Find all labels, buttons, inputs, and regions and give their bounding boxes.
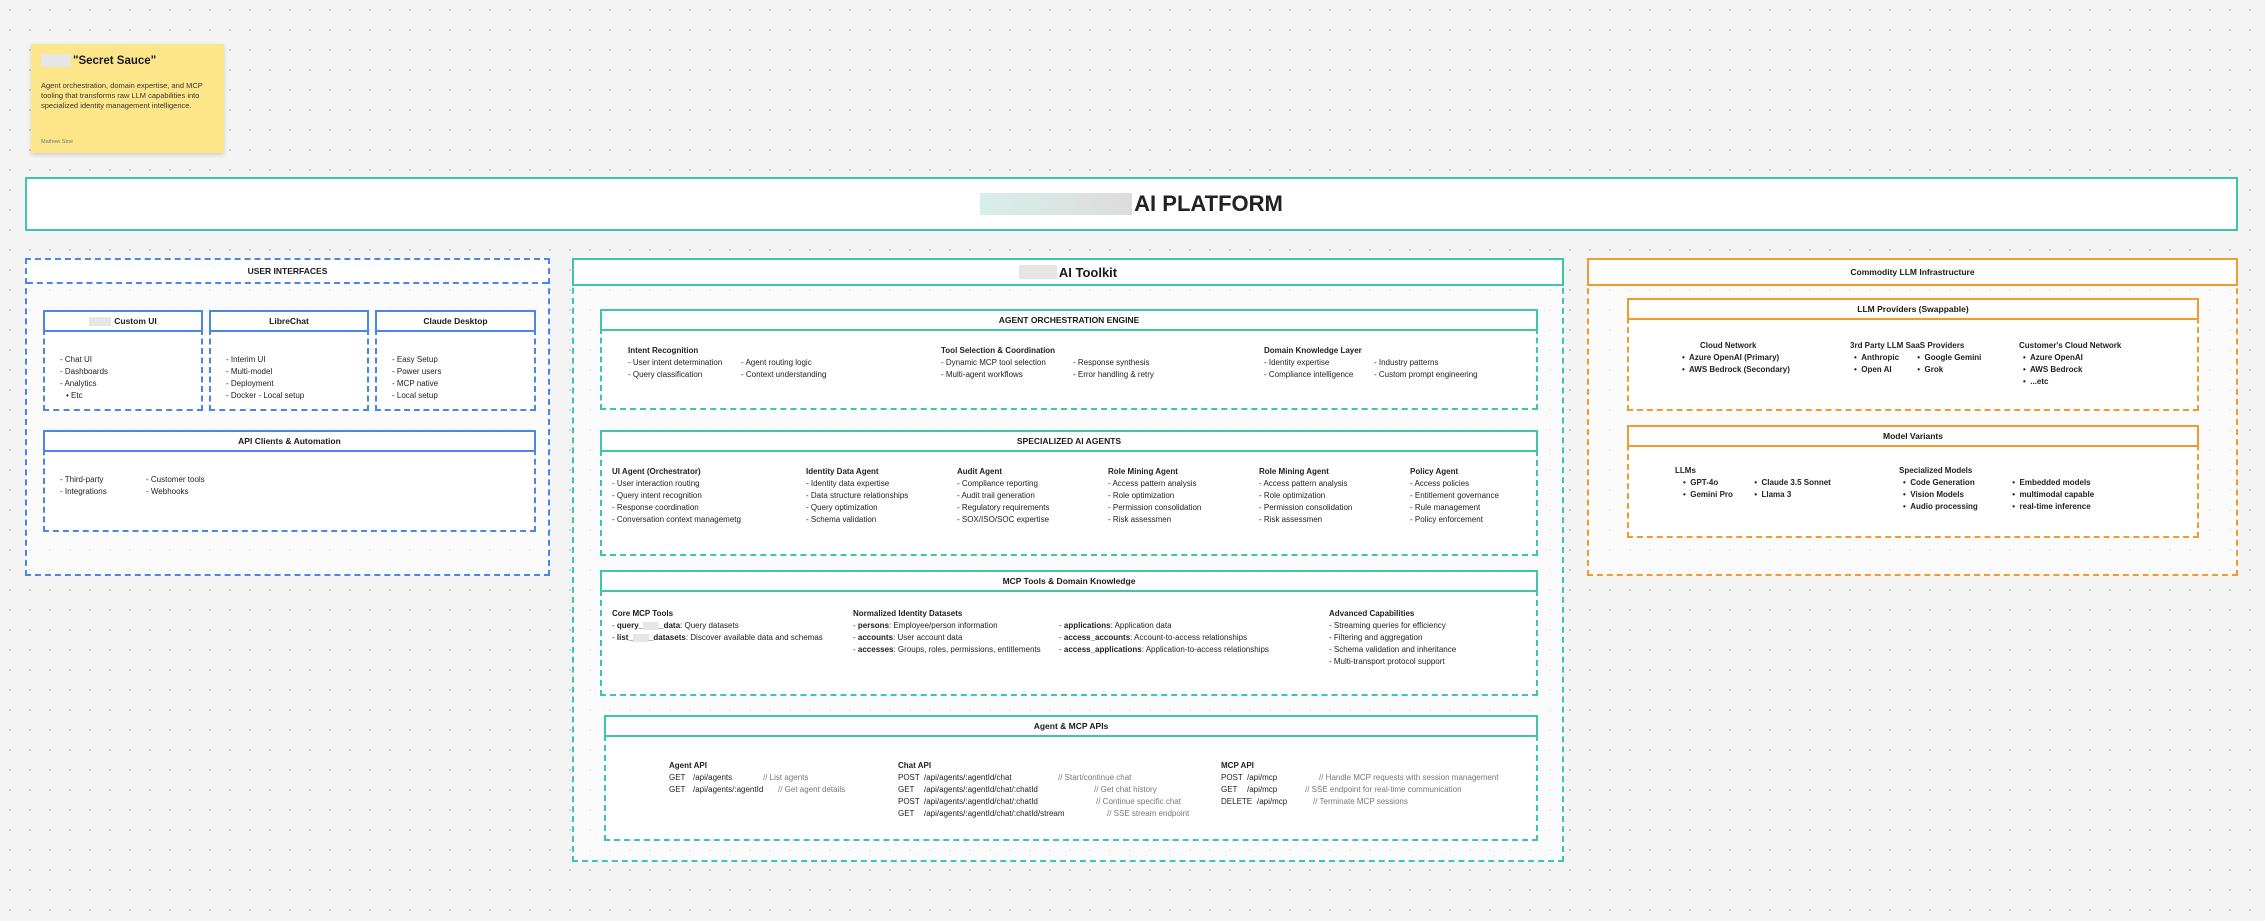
list-item: - Webhooks <box>146 487 189 496</box>
agent-mcp-apis[interactable] <box>604 715 1538 841</box>
group-tool-selection: Tool Selection & Coordination - Dynamic MCP tool selection - Multi-agent workflows <box>941 346 1056 379</box>
sticky-author: Mathew Stoe <box>41 139 74 145</box>
list-item: - Query classification <box>628 370 703 379</box>
card-title: Agent & MCP APIs <box>604 715 1538 737</box>
list-item: - Power users <box>392 367 442 376</box>
group-intent-recognition: Intent Recognition - User intent determination - Query classification <box>628 346 723 379</box>
list-item: - Deployment <box>226 379 274 388</box>
list-item: - Local setup <box>392 391 438 400</box>
normalized-datasets: Normalized Identity Datasets - persons: Employee/person information - accounts: User account data - accesses: Groups, roles, permissions, entitlements <box>853 609 1041 654</box>
list-item: - Docker - Local setup <box>226 391 305 400</box>
card-title: SPECIALIZED AI AGENTS <box>600 430 1538 452</box>
list-item: - Industry patterns <box>1374 358 1439 367</box>
user-interfaces-title: USER INTERFACES <box>27 260 548 284</box>
card-title: AGENT ORCHESTRATION ENGINE <box>600 309 1538 331</box>
redacted-block <box>980 193 1132 215</box>
sticky-title: "Secret Sauce" <box>73 54 157 67</box>
list-item: - MCP native <box>392 379 439 388</box>
redacted-block <box>1019 265 1057 279</box>
card-librechat[interactable] <box>209 310 369 411</box>
card-claude-desktop[interactable] <box>375 310 536 411</box>
third-party-providers: 3rd Party LLM SaaS Providers • Anthropic • Google Gemini • Open AI • Grok <box>1850 341 1982 374</box>
card-title: Claude Desktop <box>375 310 536 332</box>
orchestration-engine[interactable] <box>600 309 1538 410</box>
specialized-models: Specialized Models • Code Generation • Embedded models • Vision Models • multimodal capable • Audio processing • real-time inference <box>1899 466 2095 511</box>
list-item: - Context understanding <box>741 370 827 379</box>
advanced-capabilities: Advanced Capabilities - Streaming queries for efficiency - Filtering and aggregation - Schema validation and inheritance - Multi-transport protocol support <box>1329 609 1457 666</box>
agent-role-mining-2: Role Mining Agent - Access pattern analysis - Role optimization - Permission consolidation - Risk assessmen <box>1259 467 1353 524</box>
card-title: LLM Providers (Swappable) <box>1627 298 2199 320</box>
redacted-block <box>89 317 111 326</box>
list-item: - Interim UI <box>226 355 266 364</box>
card-title: LibreChat <box>209 310 369 332</box>
card-title: Model Variants <box>1627 425 2199 447</box>
list-item: • Etc <box>66 391 83 400</box>
list-item: - Third-party <box>60 475 104 484</box>
chat-api: Chat API POST /api/agents/:agentId/chat // Start/continue chat GET /api/agents/:agentId/chat/:chatId // Get chat history POST /api/agents/:agentId/chat/:chatId // Continue specific chat GET /api/agents/:agentId/chat/:chatId/stream // SSE stream endpoint <box>898 761 1190 818</box>
sticky-body: Agent orchestration, domain expertise, and MCP tooling that transforms raw LLM capabilities into specialized identity management intelligence. <box>41 81 203 110</box>
list-item: - Customer tools <box>146 475 205 484</box>
toolkit-title: AI Toolkit <box>572 258 1564 286</box>
core-mcp-tools: Core MCP Tools - query_ _data: Query datasets - list_ _datasets: Discover available data and schemas <box>612 609 823 642</box>
list-item: - Response synthesis <box>1073 358 1150 367</box>
list-item: - User intent determination <box>628 358 723 367</box>
model-variants[interactable] <box>1627 425 2199 538</box>
user-interfaces-section[interactable] <box>25 258 550 576</box>
group-domain-knowledge: Domain Knowledge Layer - Identity expertise - Compliance intelligence <box>1264 346 1362 379</box>
card-custom-ui[interactable] <box>43 310 203 411</box>
card-title: MCP Tools & Domain Knowledge <box>600 570 1538 592</box>
card-title: Custom UI <box>114 316 157 326</box>
customer-cloud-network: Customer's Cloud Network • Azure OpenAI • AWS Bedrock • ...etc <box>2019 341 2122 386</box>
agent-ui-orchestrator: UI Agent (Orchestrator) - User interaction routing - Query intent recognition - Response coordination - Conversation context managemetg <box>612 467 741 524</box>
agent-role-mining: Role Mining Agent - Access pattern analysis - Role optimization - Permission consolidation - Risk assessmen <box>1108 467 1202 524</box>
mcp-tools[interactable]: MCP Tools & Domain Knowledge Core MCP Tools - query_ _data: Query datasets - list_ _datasets: Discover available data and schemas Normalized Identity Datasets - persons: Employee/person information - accounts: User account data - accesses: Groups, roles, permissions, entitlements - applications: Application data - access_accounts: Account-to-access relationships - access_applications: Application-to-access relationships Advanced Capabilities - Streaming queries for efficiency - Filtering and aggregation - Schema validation and inheritance - Multi-transport protocol support <box>600 570 1538 696</box>
list-item: - Multi-model <box>226 367 273 376</box>
agent-policy: Policy Agent - Access policies - Entitlement governance - Rule management - Policy enforcement <box>1410 467 1499 524</box>
list-item: - Dashboards <box>60 367 109 376</box>
mcp-api: MCP API POST /api/mcp // Handle MCP requests with session management GET /api/mcp // SSE endpoint for real-time communication DELETE /api/mcp // Terminate MCP sessions <box>1221 761 1499 806</box>
agent-audit: Audit Agent - Compliance reporting - Audit trail generation - Regulatory requirements - SOX/ISO/SOC expertise <box>957 467 1050 524</box>
card-api-clients[interactable] <box>43 430 536 532</box>
agent-api: Agent API GET /api/agents // List agents GET /api/agents/:agentId // Get agent details <box>669 761 846 794</box>
specialized-agents[interactable] <box>600 430 1538 556</box>
platform-title: AI PLATFORM <box>1134 191 1283 216</box>
ai-toolkit-section[interactable] <box>572 258 1564 862</box>
list-item: - Identity expertise <box>1264 358 1330 367</box>
llm-infra-title: Commodity LLM Infrastructure <box>1587 258 2238 286</box>
llm-infrastructure-section[interactable] <box>1587 258 2238 576</box>
card-title: API Clients & Automation <box>43 430 536 452</box>
list-item: - Error handling & retry <box>1073 370 1154 379</box>
redacted-block <box>41 54 71 67</box>
list-item: - Easy Setup <box>392 355 438 364</box>
list-item: - Multi-agent workflows <box>941 370 1023 379</box>
cloud-network: Cloud Network • Azure OpenAI (Primary) • AWS Bedrock (Secondary) <box>1682 341 1790 374</box>
agent-identity-data: Identity Data Agent - Identity data expertise - Data structure relationships - Query optimization - Schema validation <box>806 467 909 524</box>
list-item: - Analytics <box>60 379 97 388</box>
list-item: - Custom prompt engineering <box>1374 370 1478 379</box>
list-item: - Agent routing logic <box>741 358 812 367</box>
list-item: - Dynamic MCP tool selection <box>941 358 1046 367</box>
platform-banner[interactable] <box>25 177 2238 231</box>
list-item: - Chat UI <box>60 355 93 364</box>
list-item: - Integrations <box>60 487 107 496</box>
llm-providers[interactable] <box>1627 298 2199 411</box>
list-item: - Compliance intelligence <box>1264 370 1354 379</box>
sticky-note[interactable] <box>31 44 224 153</box>
llms-group: LLMs • GPT-4o • Claude 3.5 Sonnet • Gemini Pro • Llama 3 <box>1675 466 1831 499</box>
